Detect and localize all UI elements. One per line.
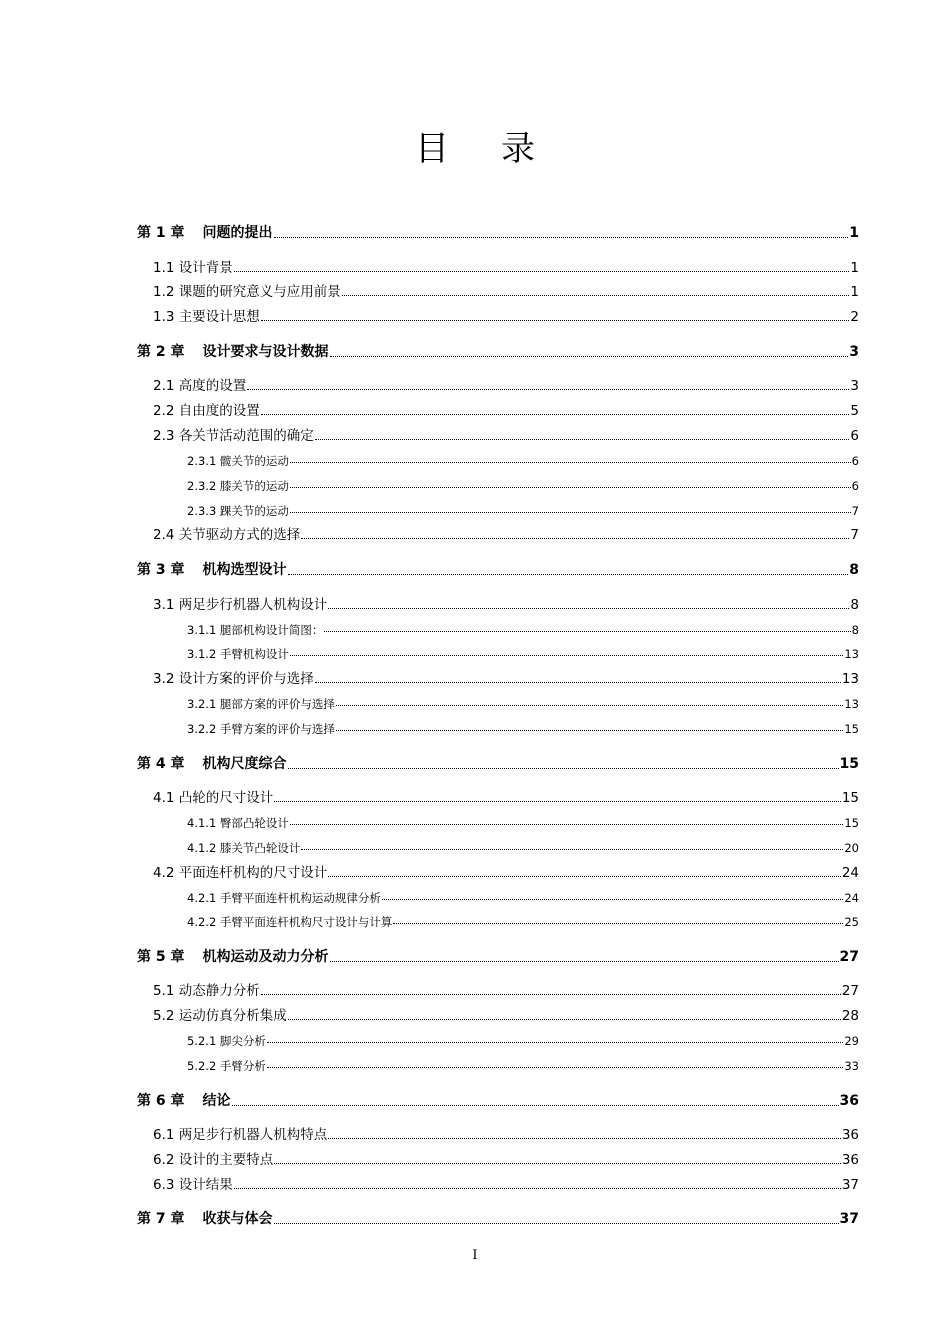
- toc-chapter-entry[interactable]: [137, 947, 859, 967]
- toc-leader-dots: [382, 888, 843, 900]
- toc-leader-dots: [274, 223, 849, 238]
- toc-entry-label: [137, 342, 329, 362]
- toc-entry-label: [153, 426, 314, 446]
- toc-page-number: 7: [851, 504, 859, 518]
- toc-section-title: 手臂方案的评价与选择: [219, 722, 335, 736]
- toc-section-number: 4.2.1: [187, 891, 217, 905]
- toc-leader-dots: [290, 644, 843, 656]
- toc-leader-dots: [261, 307, 850, 321]
- toc-page-number: 13: [844, 647, 859, 661]
- toc-section-entry[interactable]: [187, 912, 859, 932]
- toc-section-entry[interactable]: [153, 376, 859, 396]
- toc-section-title: 手臂平面连杆机构运动规律分析: [219, 891, 381, 905]
- toc-chapter-entry[interactable]: [137, 754, 859, 774]
- toc-page-number: 13: [841, 671, 859, 687]
- toc-leader-dots: [328, 595, 849, 609]
- toc-section-entry[interactable]: [187, 451, 859, 471]
- toc-section-number: 2.3: [153, 428, 175, 444]
- toc-section-number: 4.2.2: [187, 915, 217, 929]
- toc-entry-label: [153, 1150, 273, 1170]
- toc-entry-label: [187, 813, 289, 833]
- toc-section-title: 设计方案的评价与选择: [178, 671, 314, 687]
- toc-entry-label: [153, 595, 327, 615]
- toc-leader-dots: [274, 1209, 839, 1224]
- toc-section-entry[interactable]: [153, 981, 859, 1001]
- toc-leader-dots: [290, 476, 851, 488]
- toc-page-number: 1: [849, 225, 859, 241]
- toc-page-number: 8: [851, 623, 859, 637]
- toc-leader-dots: [247, 376, 849, 390]
- toc-entry-label: [137, 560, 287, 580]
- toc-leader-dots: [315, 426, 850, 440]
- toc-section-entry[interactable]: [153, 282, 859, 302]
- toc-section-title: 运动仿真分析集成: [178, 1008, 287, 1024]
- toc-leader-dots: [290, 451, 851, 463]
- toc-page-number: 13: [844, 697, 859, 711]
- toc-entry-label: [153, 307, 260, 327]
- toc-page-number: 7: [850, 527, 859, 543]
- toc-chapter-entry[interactable]: [137, 342, 859, 362]
- toc-page-number: 15: [841, 790, 859, 806]
- toc-section-entry[interactable]: [153, 258, 859, 278]
- toc-page-number: 20: [844, 841, 859, 855]
- toc-chapter-title: 结论: [202, 1093, 231, 1109]
- toc-section-title: 各关节活动范围的确定: [178, 428, 314, 444]
- toc-leader-dots: [288, 1006, 841, 1020]
- toc-entry-label: [187, 838, 300, 858]
- toc-entry-label: [137, 1209, 273, 1229]
- toc-leader-dots: [288, 754, 839, 769]
- toc-entry-label: [153, 401, 260, 421]
- toc-chapter-title: 问题的提出: [202, 225, 273, 241]
- toc-page-number: 37: [841, 1177, 859, 1193]
- toc-section-title: 踝关节的运动: [219, 504, 289, 518]
- toc-page-number: 24: [844, 891, 859, 905]
- toc-leader-dots: [301, 838, 843, 850]
- toc-page-number: 27: [839, 949, 859, 965]
- toc-section-number: 3.1.2: [187, 647, 217, 661]
- toc-section-title: 凸轮的尺寸设计: [178, 790, 274, 806]
- toc-page-number: 3: [850, 378, 859, 394]
- toc-leader-dots: [261, 981, 841, 995]
- toc-chapter-number: 第 3 章: [137, 562, 185, 578]
- toc-section-number: 2.3.1: [187, 454, 217, 468]
- toc-entry-label: [187, 501, 289, 521]
- toc-entry-label: [153, 863, 327, 883]
- toc-section-number: 2.1: [153, 378, 175, 394]
- toc-section-title: 设计的主要特点: [178, 1152, 274, 1168]
- toc-leader-dots: [330, 342, 849, 357]
- toc-section-entry[interactable]: [187, 888, 859, 908]
- toc-leader-dots: [336, 694, 843, 706]
- toc-section-number: 4.1.1: [187, 816, 217, 830]
- toc-entry-label: [187, 694, 335, 714]
- toc-page-number: 15: [839, 756, 859, 772]
- toc-chapter-number: 第 2 章: [137, 344, 185, 360]
- toc-entry-label: [187, 1056, 266, 1076]
- toc-section-number: 3.2: [153, 671, 175, 687]
- toc-section-title: 主要设计思想: [178, 309, 260, 325]
- toc-section-number: 3.1: [153, 597, 175, 613]
- toc-chapter-title: 机构尺度综合: [202, 756, 287, 772]
- toc-leader-dots: [234, 1175, 841, 1189]
- toc-page-number: 1: [850, 260, 859, 276]
- toc-section-title: 动态静力分析: [178, 983, 260, 999]
- toc-section-title: 手臂平面连杆机构尺寸设计与计算: [219, 915, 393, 929]
- toc-section-entry[interactable]: [187, 813, 859, 833]
- toc-section-number: 4.1: [153, 790, 175, 806]
- toc-section-entry[interactable]: [187, 838, 859, 858]
- toc-chapter-title: 机构选型设计: [202, 562, 287, 578]
- toc-section-entry[interactable]: [153, 426, 859, 446]
- toc-page-number: 25: [844, 915, 859, 929]
- toc-section-title: 设计背景: [178, 260, 233, 276]
- toc-entry-label: [153, 1125, 327, 1145]
- toc-page-number: 27: [841, 983, 859, 999]
- toc-page-number: 28: [841, 1008, 859, 1024]
- toc-section-entry[interactable]: [187, 1031, 859, 1051]
- toc-chapter-number: 第 1 章: [137, 225, 185, 241]
- toc-section-title: 脚尖分析: [219, 1034, 266, 1048]
- toc-chapter-entry[interactable]: [137, 223, 859, 243]
- toc-section-entry[interactable]: [187, 719, 859, 739]
- toc-section-entry[interactable]: [153, 525, 859, 545]
- toc-chapter-entry[interactable]: [137, 1091, 859, 1111]
- toc-leader-dots: [324, 620, 850, 632]
- toc-entry-label: [153, 1006, 287, 1026]
- toc-leader-dots: [328, 1125, 841, 1139]
- toc-entry-label: [187, 888, 381, 908]
- toc-entry-label: [153, 1175, 233, 1195]
- toc-section-entry[interactable]: [153, 863, 859, 883]
- toc-section-title: 臀部凸轮设计: [219, 816, 289, 830]
- toc-page-number: 15: [844, 722, 859, 736]
- toc-section-entry[interactable]: [153, 1175, 859, 1195]
- toc-entry-label: [137, 1091, 231, 1111]
- toc-section-title: 平面连杆机构的尺寸设计: [178, 865, 328, 881]
- toc-section-number: 6.1: [153, 1127, 175, 1143]
- toc-page-number: 24: [841, 865, 859, 881]
- toc-entry-label: [153, 525, 300, 545]
- toc-section-entry[interactable]: [153, 669, 859, 689]
- toc-page-number: 2: [850, 309, 859, 325]
- toc-entry-label: [137, 947, 329, 967]
- toc-entry-label: [153, 376, 246, 396]
- toc-leader-dots: [290, 501, 851, 513]
- toc-section-title: 课题的研究意义与应用前景: [178, 284, 341, 300]
- toc-section-entry[interactable]: [153, 1125, 859, 1145]
- toc-section-number: 3.2.1: [187, 697, 217, 711]
- toc-page-number: 15: [844, 816, 859, 830]
- toc-section-entry[interactable]: [187, 620, 859, 640]
- toc-leader-dots: [274, 1150, 841, 1164]
- toc-section-number: 5.1: [153, 983, 175, 999]
- toc-leader-dots: [274, 788, 841, 802]
- toc-entry-label: [187, 912, 392, 932]
- toc-section-entry[interactable]: [153, 401, 859, 421]
- toc-page-number: 6: [851, 479, 859, 493]
- toc-section-number: 5.2.1: [187, 1034, 217, 1048]
- toc-page-number: 29: [844, 1034, 859, 1048]
- toc-section-number: 4.1.2: [187, 841, 217, 855]
- toc-entry-label: [153, 981, 260, 1001]
- toc-section-title: 髋关节的运动: [219, 454, 289, 468]
- toc-entry-label: [187, 1031, 266, 1051]
- toc-leader-dots: [301, 525, 849, 539]
- toc-section-title: 手臂机构设计: [219, 647, 289, 661]
- toc-leader-dots: [315, 669, 841, 683]
- toc-section-title: 高度的设置: [178, 378, 247, 394]
- toc-section-title: 手臂分析: [219, 1059, 266, 1073]
- toc-chapter-title: 机构运动及动力分析: [202, 949, 329, 965]
- toc-section-entry[interactable]: [187, 476, 859, 496]
- toc-leader-dots: [290, 813, 843, 825]
- toc-section-number: 6.2: [153, 1152, 175, 1168]
- toc-section-title: 两足步行机器人机构特点: [178, 1127, 328, 1143]
- toc-section-entry[interactable]: [187, 644, 859, 664]
- toc-entry-label: [153, 669, 314, 689]
- toc-section-title: 膝关节凸轮设计: [219, 841, 301, 855]
- page-number: I: [472, 1248, 478, 1263]
- toc-section-entry[interactable]: [153, 788, 859, 808]
- toc-entry-label: [187, 620, 323, 640]
- toc-section-number: 1.3: [153, 309, 175, 325]
- toc-page-number: 8: [850, 597, 859, 613]
- toc-section-title: 关节驱动方式的选择: [178, 527, 301, 543]
- toc-page-number: 5: [850, 403, 859, 419]
- toc-chapter-entry[interactable]: [137, 1209, 859, 1229]
- toc-entry-label: [137, 754, 287, 774]
- toc-section-number: 5.2: [153, 1008, 175, 1024]
- toc-chapter-number: 第 5 章: [137, 949, 185, 965]
- toc-entry-label: [187, 451, 289, 471]
- toc-page-number: 36: [841, 1152, 859, 1168]
- toc-section-entry[interactable]: [187, 694, 859, 714]
- toc-section-title: 膝关节的运动: [219, 479, 289, 493]
- toc-page-number: 6: [850, 428, 859, 444]
- toc-page-number: 3: [849, 344, 859, 360]
- toc-section-number: 1.2: [153, 284, 175, 300]
- toc-section-number: 6.3: [153, 1177, 175, 1193]
- toc-chapter-number: 第 6 章: [137, 1093, 185, 1109]
- toc-section-entry[interactable]: [153, 1150, 859, 1170]
- toc-entry-label: [137, 223, 273, 243]
- toc-chapter-number: 第 4 章: [137, 756, 185, 772]
- toc-section-entry[interactable]: [187, 1056, 859, 1076]
- toc-page-number: 33: [844, 1059, 859, 1073]
- toc-chapter-entry[interactable]: [137, 560, 859, 580]
- toc-page-number: 36: [839, 1093, 859, 1109]
- toc-section-number: 2.3.3: [187, 504, 217, 518]
- toc-section-title: 两足步行机器人机构设计: [178, 597, 328, 613]
- toc-section-number: 2.4: [153, 527, 175, 543]
- toc-chapter-number: 第 7 章: [137, 1211, 185, 1227]
- toc-section-number: 5.2.2: [187, 1059, 217, 1073]
- toc-section-number: 2.3.2: [187, 479, 217, 493]
- toc-section-number: 3.1.1: [187, 623, 217, 637]
- toc-section-number: 2.2: [153, 403, 175, 419]
- toc-page-number: 6: [851, 454, 859, 468]
- toc-leader-dots: [267, 1031, 843, 1043]
- page-title: 目录: [415, 129, 587, 169]
- toc-section-title: 腿部方案的评价与选择: [219, 697, 335, 711]
- toc-leader-dots: [342, 282, 850, 296]
- toc-page-number: 1: [850, 284, 859, 300]
- toc-page-number: 36: [841, 1127, 859, 1143]
- toc-section-title: 设计结果: [178, 1177, 233, 1193]
- toc-chapter-title: 收获与体会: [202, 1211, 273, 1227]
- toc-entry-label: [153, 788, 273, 808]
- toc-leader-dots: [328, 863, 841, 877]
- toc-entry-label: [187, 644, 289, 664]
- toc-leader-dots: [232, 1091, 839, 1106]
- toc-section-number: 4.2: [153, 865, 175, 881]
- toc-leader-dots: [288, 560, 849, 575]
- toc-leader-dots: [267, 1056, 843, 1068]
- toc-leader-dots: [336, 719, 843, 731]
- toc-section-title: 自由度的设置: [178, 403, 260, 419]
- toc-page-number: 8: [849, 562, 859, 578]
- toc-section-title: 腿部机构设计简图：: [219, 623, 324, 637]
- toc-leader-dots: [261, 401, 850, 415]
- toc-section-number: 3.2.2: [187, 722, 217, 736]
- toc-entry-label: [187, 719, 335, 739]
- toc-page-number: 37: [839, 1211, 859, 1227]
- toc-section-number: 1.1: [153, 260, 175, 276]
- toc-section-entry[interactable]: [153, 1006, 859, 1026]
- toc-leader-dots: [234, 258, 850, 272]
- toc-leader-dots: [330, 947, 839, 962]
- toc-entry-label: [153, 258, 233, 278]
- toc-section-entry[interactable]: [153, 307, 859, 327]
- toc-entry-label: [187, 476, 289, 496]
- toc-entry-label: [153, 282, 341, 302]
- toc-chapter-title: 设计要求与设计数据: [202, 344, 329, 360]
- toc-leader-dots: [393, 912, 843, 924]
- toc-section-entry[interactable]: [187, 501, 859, 521]
- toc-section-entry[interactable]: [153, 595, 859, 615]
